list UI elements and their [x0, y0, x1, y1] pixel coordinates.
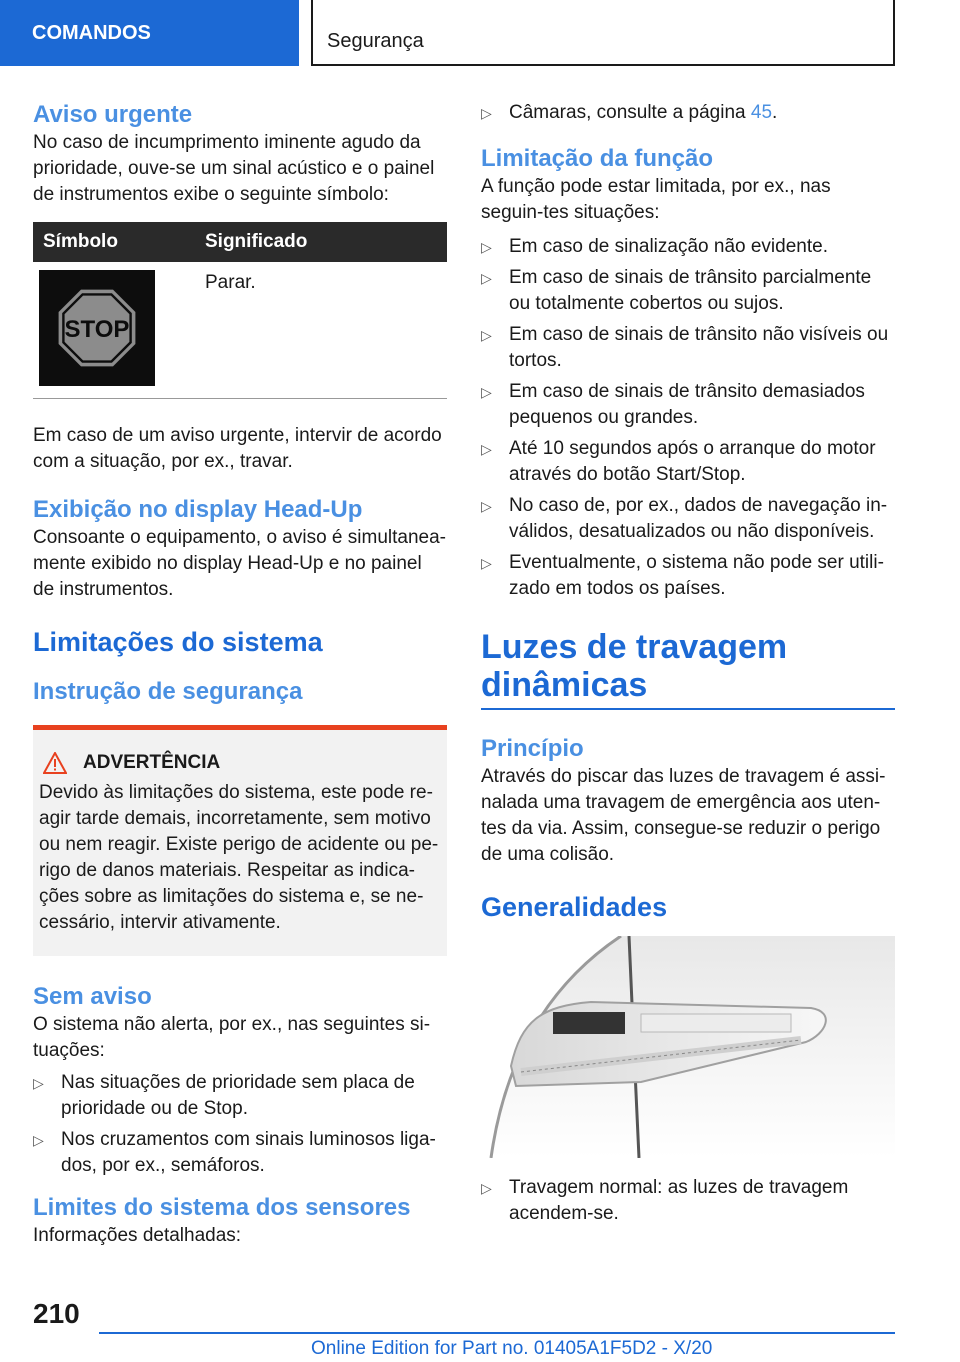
symbol-table-header	[33, 222, 447, 262]
symbol-table	[33, 222, 447, 399]
principle-text: Através do piscar das luzes de travagem é assi-nalada uma travagem de emergência aos uten-tes da via. Assim, consegue-se reduzir o perigo de uma colisão.	[481, 766, 886, 865]
warning-box	[33, 725, 447, 956]
footer-rule	[99, 1332, 895, 1334]
warning-triangle-icon	[43, 752, 67, 774]
general-list	[481, 1175, 895, 1227]
heading-hud: Exibição no display Head-Up	[33, 496, 363, 523]
triangle-bullet-icon: ▷	[481, 327, 492, 343]
col-header-meaning: Significado	[205, 231, 308, 252]
triangle-bullet-icon: ▷	[481, 555, 492, 571]
col-header-symbol: Símbolo	[43, 231, 118, 252]
chapter-heading-block	[481, 628, 895, 710]
triangle-bullet-icon: ▷	[481, 239, 492, 255]
stop-sign-icon	[39, 270, 155, 386]
page-number: 210	[33, 1298, 80, 1329]
list-item: ▷ Câmaras, consulte a página 45.	[481, 100, 895, 126]
heading-aviso-urgente: Aviso urgente	[33, 101, 193, 128]
after-table-text: Em caso de um aviso urgente, intervir de acordo com a situação, por ex., travar.	[33, 425, 442, 472]
warning-text: Devido às limitações do sistema, este pode re-agir tarde demais, incorretamente, sem motivo ou nem reagir. Existe perigo de acidente ou pe-rigo de danos materiais. Respeitar as indica-ções sobre as limitações do sistema e, se ne-cessário, intervir ativamente.	[39, 782, 439, 933]
symbol-cell	[33, 262, 205, 398]
camera-list	[481, 100, 895, 126]
function-limit-text: A função pode estar limitada, por ex., nas seguin-tes situações:	[481, 176, 831, 223]
heading-sensor-limits: Limites do sistema dos sensores	[33, 1194, 411, 1221]
triangle-bullet-icon: ▷	[481, 441, 492, 457]
list-item: ▷ Eventualmente, o sistema não pode ser utili-zado em todos os países.	[481, 552, 884, 599]
footer-edition: Online Edition for Part no. 01405A1F5D2 - X/20	[311, 1338, 713, 1359]
list-item: ▷ Em caso de sinais de trânsito parcialmente ou totalmente cobertos ou sujos.	[481, 267, 872, 314]
no-warning-text: O sistema não alerta, por ex., nas seguintes si-tuações:	[33, 1014, 431, 1061]
meaning-cell: Parar.	[205, 272, 256, 293]
list-item: ▷ Até 10 segundos após o arranque do motor através do botão Start/Stop.	[481, 438, 876, 485]
triangle-bullet-icon: ▷	[481, 498, 492, 514]
list-item: ▷ Em caso de sinalização não evidente.	[481, 234, 895, 260]
section-tab: COMANDOS	[0, 0, 299, 66]
left-column	[33, 100, 447, 1249]
triangle-bullet-icon: ▷	[481, 384, 492, 400]
list-item: ▷ Nas situações de prioridade sem placa de prioridade ou de Stop.	[33, 1072, 415, 1119]
list-item: ▷ Travagem normal: as luzes de travagem acendem-se.	[481, 1177, 849, 1224]
function-limit-list	[481, 234, 895, 602]
aviso-urgente-text: No caso de incumprimento iminente agudo da prioridade, ouve-se um sinal acústico e o painel de instrumentos exibe o seguinte símbolo:	[33, 132, 435, 205]
sensor-text: Informações detalhadas:	[33, 1225, 242, 1246]
page-section-title: Segurança	[311, 0, 895, 66]
triangle-bullet-icon: ▷	[33, 1132, 44, 1148]
warning-label: ADVERTÊNCIA	[83, 752, 221, 773]
triangle-bullet-icon: ▷	[481, 105, 492, 121]
heading-dynamic-brake-lights: Luzes de travagem dinâmicas	[481, 628, 788, 704]
triangle-bullet-icon: ▷	[33, 1075, 44, 1091]
heading-limits: Limitações do sistema	[33, 627, 323, 657]
heading-function-limit: Limitação da função	[481, 145, 714, 172]
table-row	[33, 262, 447, 398]
triangle-bullet-icon: ▷	[481, 270, 492, 286]
no-warning-list	[33, 1070, 447, 1179]
warning-header	[39, 752, 439, 774]
list-item: ▷ No caso de, por ex., dados de navegação in-válidos, desatualizados ou não disponíveis.	[481, 495, 888, 542]
triangle-bullet-icon: ▷	[481, 1180, 492, 1196]
heading-principle: Princípio	[481, 735, 584, 762]
right-column	[481, 100, 895, 1232]
list-item: ▷ Em caso de sinais de trânsito não visíveis ou tortos.	[481, 324, 889, 371]
page-link-45[interactable]: 45	[750, 102, 773, 123]
tail-light-illustration	[481, 936, 895, 1158]
list-item: ▷ Em caso de sinais de trânsito demasiados pequenos ou grandes.	[481, 381, 865, 428]
stop-sign-text: STOP	[64, 315, 130, 343]
heading-general: Generalidades	[481, 892, 668, 922]
heading-safety: Instrução de segurança	[33, 678, 303, 705]
list-item: ▷ Nos cruzamentos com sinais luminosos liga-dos, por ex., semáforos.	[33, 1129, 436, 1176]
heading-no-warning: Sem aviso	[33, 983, 152, 1010]
hud-text: Consoante o equipamento, o aviso é simultanea-mente exibido no display Head-Up e no painel de instrumentos.	[33, 527, 446, 600]
